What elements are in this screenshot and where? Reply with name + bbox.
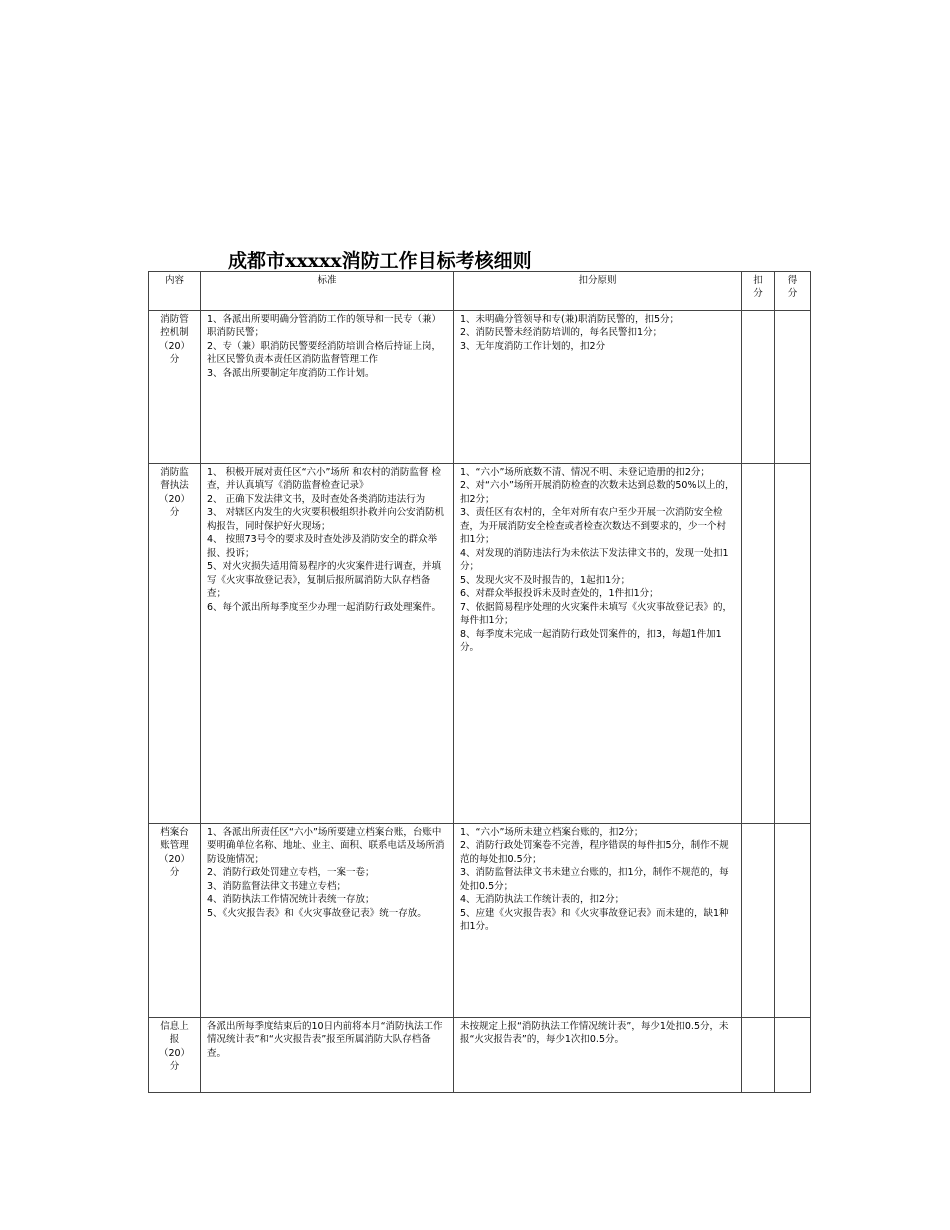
row-content-cell <box>149 824 201 1018</box>
principle-item: 3、消防监督法律文书未建立台账的，扣1分，制作不规范的，每处扣0.5分； <box>460 867 729 892</box>
row-principle-cell <box>454 1018 742 1093</box>
header-standard <box>201 272 454 311</box>
standard-item: 5、对火灾损失适用简易程序的火灾案件进行调查，并填写《火灾事故登记表》，复制后报所属消防大队存档备查； <box>207 561 442 600</box>
header-principle-label: 扣分原则 <box>578 275 617 286</box>
principle-item: 4、对发现的消防违法行为未依法下发法律文书的，发现一处扣1分； <box>460 547 729 573</box>
deduct-cell <box>742 1018 775 1093</box>
header-content-label: 内容 <box>164 275 184 286</box>
principle-item: 1、“六小”场所未建立档案台账的，扣2分； <box>460 827 644 838</box>
principle-item: 3、责任区有农村的，全年对所有农户至少开展一次消防安全检查，为开展消防安全检查或者检查次数达不到要求的，少一个村扣1分； <box>460 507 727 546</box>
standard-item: 1、各派出所责任区“六小”场所要建立档案台账，台账中要明确单位名称、地址、业主、面积、联系电话及场所消防设施情况； <box>207 827 445 865</box>
standard-item: 3、消防监督法律文书建立专档； <box>207 880 347 892</box>
header-score <box>775 272 811 311</box>
principle-item: 8、每季度未完成一起消防行政处罚案件的，扣3，每超1件加1分。 <box>460 628 722 654</box>
header-deduct <box>742 272 775 311</box>
deduct-cell <box>742 311 775 464</box>
table-row <box>149 311 811 464</box>
standard-item: 6、每个派出所每季度至少办理一起消防行政处理案件。 <box>207 601 442 613</box>
standard-item: 2、专（兼）职消防民警要经消防培训合格后持证上岗，社区民警负责本责任区消防监督管理工作 <box>207 340 442 366</box>
row-content-label: 消防监 督执法 （20） 分 <box>158 467 191 519</box>
standard-item: 3、 对辖区内发生的火灾要积极组织扑救并向公安消防机构报告，同时保护好火现场； <box>207 507 445 532</box>
row-standard-cell <box>201 464 454 824</box>
principle-item: 2、消防民警未经消防培训的，每名民警扣1分； <box>460 327 663 339</box>
principle-item: 6、对群众举报投诉未及时查处的，1件扣1分； <box>460 588 659 600</box>
principle-item: 7、依据简易程序处理的火灾案件未填写《火灾事故登记表》的，每件扣1分； <box>460 601 733 627</box>
principle-item: 3、无年度消防工作计划的，扣2分 <box>460 340 606 352</box>
row-content-label: 消防管 控机制 （20） 分 <box>158 314 191 366</box>
table-row <box>149 824 811 1018</box>
score-cell <box>775 824 811 1018</box>
standard-item: 5、《火灾报告表》和《火灾事故登记表》统一存放。 <box>207 907 427 919</box>
row-content-cell <box>149 464 201 824</box>
principle-item: 5、发现火灾不及时报告的，1起扣1分； <box>460 574 631 586</box>
principle-item: 4、无消防执法工作统计表的，扣2分； <box>460 894 625 906</box>
row-standard-cell <box>201 1018 454 1093</box>
deduct-cell <box>742 824 775 1018</box>
table-header-row <box>149 272 811 311</box>
standard-item: 2、消防行政处罚建立专档，一案一卷； <box>207 867 375 879</box>
principle-item: 2、消防行政处罚案卷不完善，程序错误的每件扣5分，制作不规范的每处扣0.5分； <box>460 840 729 865</box>
standard-item: 2、 正确下发法律文书，及时查处各类消防违法行为 <box>207 493 426 505</box>
row-standard-cell <box>201 311 454 464</box>
row-principle-cell <box>454 311 742 464</box>
principle-item: 1、未明确分管领导和专(兼)职消防民警的，扣5分； <box>460 314 680 325</box>
score-cell <box>775 464 811 824</box>
header-score-label: 得 分 <box>787 275 798 300</box>
standard-item: 3、各派出所要制定年度消防工作计划。 <box>207 367 375 379</box>
document-title: 成都市xxxxx消防工作目标考核细则 <box>228 250 532 272</box>
principle-item: 5、应建《火灾报告表》和《火灾事故登记表》而未建的，缺1种扣1分。 <box>460 907 729 933</box>
header-content <box>149 272 201 311</box>
row-content-cell <box>149 311 201 464</box>
standard-item: 1、各派出所要明确分管消防工作的领导和一民专（兼）职消防民警； <box>207 314 442 339</box>
table-row <box>149 1018 811 1093</box>
row-content-label: 信息上 报 （20） 分 <box>158 1021 191 1073</box>
score-cell <box>775 1018 811 1093</box>
principle-item: 未按规定上报“消防执法工作情况统计表”，每少1处扣0.5分，未报“火灾报告表”的，每少1次扣0.5分。 <box>460 1021 729 1046</box>
row-principle-cell <box>454 824 742 1018</box>
row-principle-cell <box>454 464 742 824</box>
standard-item: 各派出所每季度结束后的10日内前将本月“消防执法工作情况统计表”和“火灾报告表”报至所属消防大队存档备查。 <box>207 1021 443 1059</box>
row-content-cell <box>149 1018 201 1093</box>
header-principle <box>454 272 742 311</box>
header-standard-label: 标准 <box>317 275 337 286</box>
row-content-label: 档案台 账管理 （20） 分 <box>158 827 191 879</box>
standard-item: 4、消防执法工作情况统计表统一存放； <box>207 894 375 906</box>
standard-item: 1、 积极开展对责任区“六小”场所 和农村的消防监督 检查，并认真填写《消防监督检查记录》 <box>207 467 441 492</box>
assessment-table <box>148 271 811 1093</box>
header-deduct-label: 扣 分 <box>753 275 763 300</box>
principle-item: 1、“六小”场所底数不清、情况不明、未登记造册的扣2分； <box>460 467 710 478</box>
score-cell <box>775 311 811 464</box>
table-row <box>149 464 811 824</box>
row-standard-cell <box>201 824 454 1018</box>
principle-item: 2、对“六小”场所开展消防检查的次数未达到总数的50%以上的，扣2分； <box>460 480 735 505</box>
deduct-cell <box>742 464 775 824</box>
standard-item: 4、 按照73号令的要求及时查处涉及消防安全的群众举报、投诉； <box>207 534 438 559</box>
